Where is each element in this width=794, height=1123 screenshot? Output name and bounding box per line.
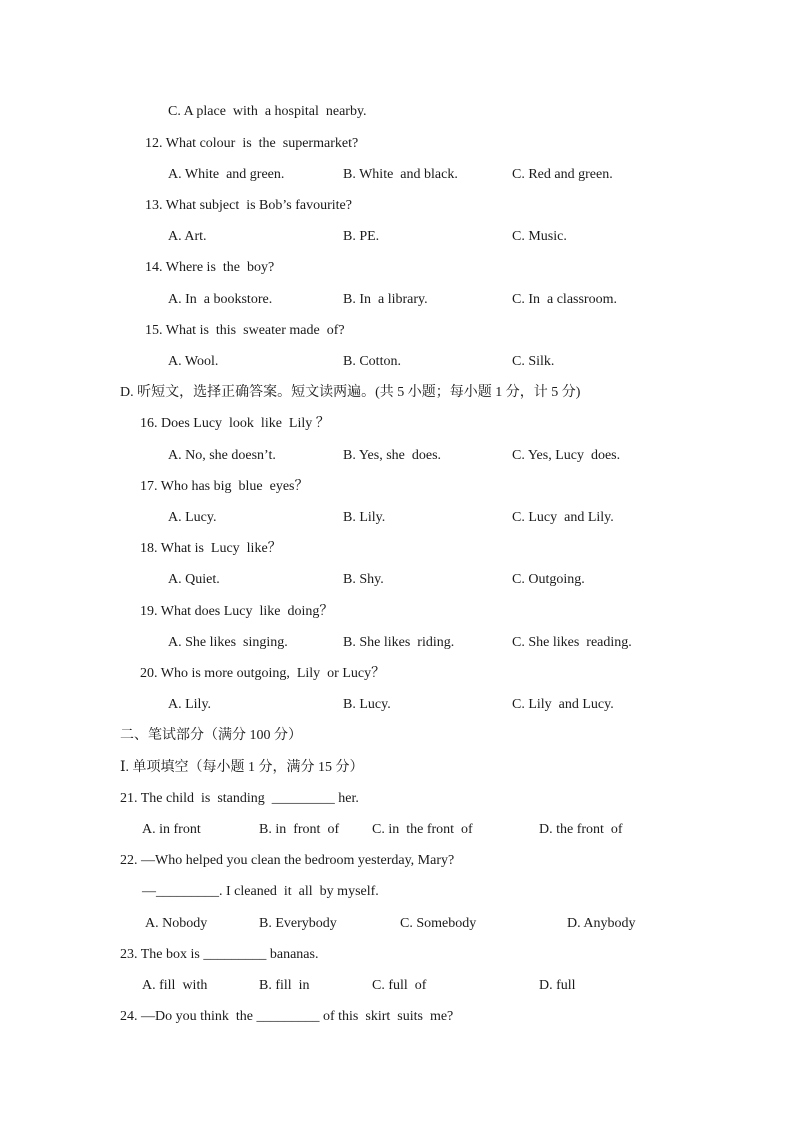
q16-option-a: A. No, she doesn’t. xyxy=(168,448,276,463)
question-22: 22. —Who helped you clean the bedroom yesterday, Mary? xyxy=(120,853,455,868)
question-23: 23. The box is _________ bananas. xyxy=(120,947,319,962)
q13-option-c: C. Music. xyxy=(512,229,567,244)
q13-option-a: A. Art. xyxy=(168,229,207,244)
question-17: 17. Who has big blue eyes？ xyxy=(140,479,309,494)
q21-option-c: C. in the front of xyxy=(372,822,473,837)
q22-option-d: D. Anybody xyxy=(567,916,636,931)
question-12: 12. What colour is the supermarket? xyxy=(145,136,359,151)
question-13: 13. What subject is Bob’s favourite? xyxy=(145,198,352,213)
q21-option-a: A. in front xyxy=(142,822,201,837)
q22-option-c: C. Somebody xyxy=(400,916,477,931)
q17-option-c: C. Lucy and Lily. xyxy=(512,510,614,525)
q22-option-b: B. Everybody xyxy=(259,916,337,931)
q17-option-a: A. Lucy. xyxy=(168,510,217,525)
question-20: 20. Who is more outgoing, Lily or Lucy？ xyxy=(140,666,386,681)
q14-option-a: A. In a bookstore. xyxy=(168,292,273,307)
q14-option-c: C. In a classroom. xyxy=(512,292,617,307)
question-15: 15. What is this sweater made of? xyxy=(145,323,345,338)
question-19: 19. What does Lucy like doing？ xyxy=(140,604,334,619)
q12-option-a: A. White and green. xyxy=(168,167,285,182)
q18-option-c: C. Outgoing. xyxy=(512,572,585,587)
question-18: 18. What is Lucy like？ xyxy=(140,541,282,556)
q23-option-b: B. fill in xyxy=(259,978,310,993)
q22-option-a: A. Nobody xyxy=(145,916,208,931)
section-i-heading: Ⅰ. 单项填空（每小题 1 分，满分 15 分） xyxy=(120,760,364,775)
q20-option-c: C. Lily and Lucy. xyxy=(512,697,614,712)
q12-option-c: C. Red and green. xyxy=(512,167,613,182)
q16-option-c: C. Yes, Lucy does. xyxy=(512,448,621,463)
q17-option-b: B. Lily. xyxy=(343,510,386,525)
q15-option-c: C. Silk. xyxy=(512,354,555,369)
question-21: 21. The child is standing _________ her. xyxy=(120,791,359,806)
q12-option-b: B. White and black. xyxy=(343,167,458,182)
q18-option-b: B. Shy. xyxy=(343,572,384,587)
q16-option-b: B. Yes, she does. xyxy=(343,448,442,463)
q20-option-a: A. Lily. xyxy=(168,697,212,712)
q14-option-b: B. In a library. xyxy=(343,292,428,307)
q13-option-b: B. PE. xyxy=(343,229,380,244)
q11-option-c: C. A place with a hospital nearby. xyxy=(168,104,367,119)
q15-option-b: B. Cotton. xyxy=(343,354,401,369)
q20-option-b: B. Lucy. xyxy=(343,697,391,712)
q21-option-b: B. in front of xyxy=(259,822,340,837)
q18-option-a: A. Quiet. xyxy=(168,572,220,587)
q15-option-a: A. Wool. xyxy=(168,354,219,369)
q23-option-a: A. fill with xyxy=(142,978,208,993)
q19-option-c: C. She likes reading. xyxy=(512,635,632,650)
question-14: 14. Where is the boy? xyxy=(145,260,275,275)
q23-option-c: C. full of xyxy=(372,978,427,993)
q19-option-a: A. She likes singing. xyxy=(168,635,288,650)
q23-option-d: D. full xyxy=(539,978,576,993)
section-d-heading: D. 听短文，选择正确答案。短文读两遍。(共 5 小题；每小题 1 分，计 5 分) xyxy=(120,385,581,400)
question-16: 16. Does Lucy look like Lily ？ xyxy=(140,416,330,431)
q19-option-b: B. She likes riding. xyxy=(343,635,455,650)
q21-option-d: D. the front of xyxy=(539,822,623,837)
question-24: 24. —Do you think the _________ of this skirt suits me? xyxy=(120,1009,454,1024)
part-two-heading: 二、笔试部分（满分 100 分） xyxy=(120,728,302,743)
question-22-reply: —_________. I cleaned it all by myself. xyxy=(142,884,379,899)
